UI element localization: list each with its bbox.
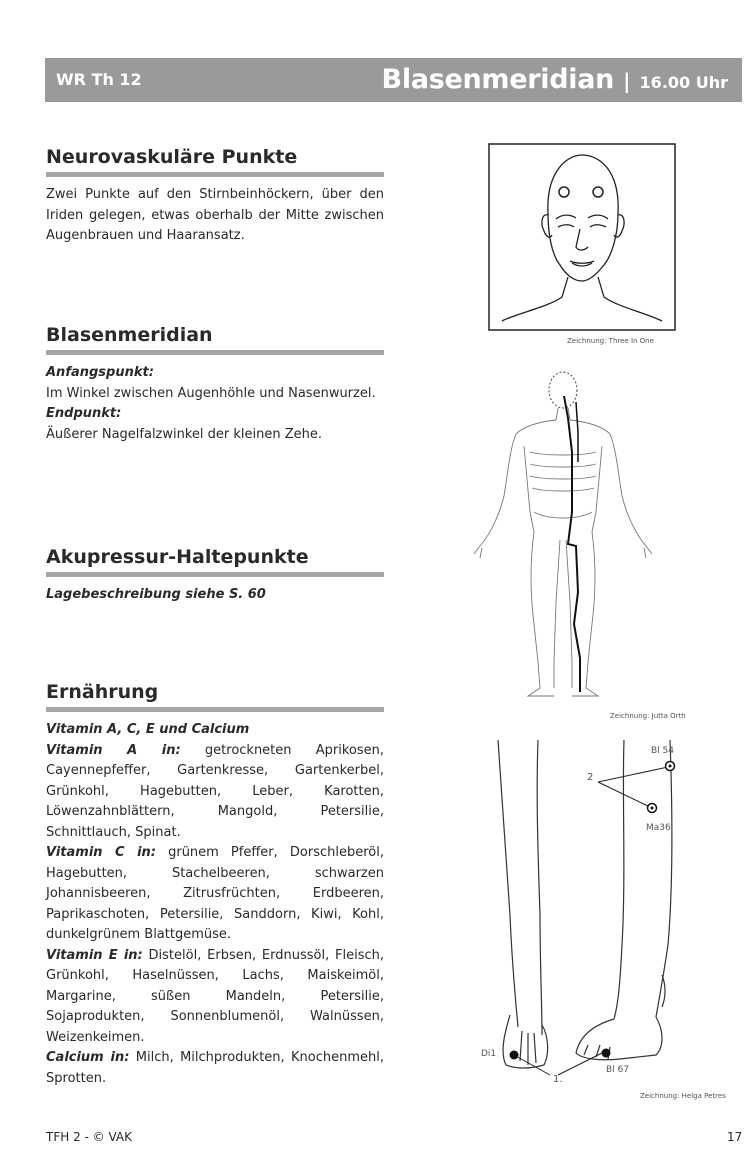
meridian-text xyxy=(46,363,384,445)
label-ma36: Ma36 xyxy=(646,823,671,833)
body-caption: Zeichnung: Jutta Orth xyxy=(610,712,686,720)
calcium-label: Calcium in: xyxy=(46,1050,130,1065)
neurovascular-text: Zwei Punkte auf den Stirnbeinhöckern, über den Iriden gelegen, etwas oberhalb der Mitte zwischen Augenbrauen und Haaransatz. xyxy=(46,187,384,243)
header-code: WR Th 12 xyxy=(56,70,142,89)
legs-drawing xyxy=(470,735,710,1090)
vitamin-a-label: Vitamin A in: xyxy=(46,742,181,758)
face-caption: Zeichnung: Three In One xyxy=(567,337,654,345)
header-time: 16.00 Uhr xyxy=(639,73,728,92)
section-acupressure xyxy=(46,546,384,606)
header-right xyxy=(382,64,728,95)
start-label: Anfangspunkt: xyxy=(46,365,154,380)
point-bl67 xyxy=(602,1049,611,1058)
section-rule xyxy=(46,350,384,355)
end-label: Endpunkt: xyxy=(46,406,122,421)
vitamin-e-label: Vitamin E in: xyxy=(46,947,143,963)
page-header xyxy=(45,58,742,102)
legs-caption: Zeichnung: Helga Petres xyxy=(640,1092,726,1100)
face-drawing xyxy=(488,143,676,331)
vitamin-e-text: Distelöl, Erbsen, Erdnussöl, Fleisch, Grünkohl, Haselnüssen, Lachs, Maiskeimöl, Margarine, süßen Mandeln, Petersilie, Sojaprodukten, Sonnenblumenöl, Walnüssen, Weizenkeimen. xyxy=(46,947,385,1045)
header-title: Blasenmeridian xyxy=(381,64,615,95)
acupressure-note: Lagebeschreibung siehe S. 60 xyxy=(46,587,266,602)
header-separator: | xyxy=(623,69,631,93)
point-di1 xyxy=(510,1051,519,1060)
label-2: 2 xyxy=(587,772,594,783)
label-di1: Di1 xyxy=(481,1049,497,1059)
section-title: Blasenmeridian xyxy=(46,324,213,346)
section-neurovascular xyxy=(46,146,384,247)
section-rule xyxy=(46,172,384,177)
nutrition-text xyxy=(46,720,384,1089)
start-text: Im Winkel zwischen Augenhöhle und Nasenwurzel. xyxy=(46,385,376,401)
body-figure xyxy=(468,362,658,702)
section-rule xyxy=(46,572,384,577)
section-title: Ernährung xyxy=(46,681,159,703)
section-rule xyxy=(46,707,384,712)
vitamin-a-text: getrockneten Aprikosen, Cayennepfeffer, Gartenkresse, Gartenkerbel, Grünkohl, Hagebutten, Leber, Karotten, Löwenzahnblättern, Mangold, Petersilie, Schnittlauch, Spinat. xyxy=(46,742,384,840)
label-bl67: Bl 67 xyxy=(606,1065,629,1075)
neurovascular-point-right xyxy=(593,187,603,197)
calcium-text: Milch, Milchprodukten, Knochenmehl, Sprotten. xyxy=(46,1050,385,1086)
end-text: Äußerer Nagelfalzwinkel der kleinen Zehe. xyxy=(46,426,323,442)
section-title: Neurovaskuläre Punkte xyxy=(46,146,298,168)
vitamin-c-label: Vitamin C in: xyxy=(46,845,156,860)
section-title: Akupressur-Haltepunkte xyxy=(46,546,309,568)
label-1: 1. xyxy=(553,1074,563,1085)
vitamin-c-text: grünem Pfeffer, Dorschleberöl, Hagebutten, Stachelbeeren, schwarzen Johannisbeeren, Zitrusfrüchten, Erdbeeren, Paprikaschoten, Petersilie, Sanddorn, Kiwi, Kohl, dunkelgrünem Blattgemüse. xyxy=(46,845,384,942)
section-meridian xyxy=(46,324,384,445)
label-bl54: Bl 54 xyxy=(651,746,674,756)
body-drawing xyxy=(468,362,658,702)
section-nutrition xyxy=(46,681,384,1089)
nutrition-heading: Vitamin A, C, E und Calcium xyxy=(46,722,250,737)
page-number: 17 xyxy=(727,1130,743,1144)
neurovascular-point-left xyxy=(559,187,569,197)
legs-figure xyxy=(470,735,710,1090)
footer-copyright: TFH 2 - © VAK xyxy=(46,1130,132,1144)
face-figure xyxy=(488,143,676,331)
